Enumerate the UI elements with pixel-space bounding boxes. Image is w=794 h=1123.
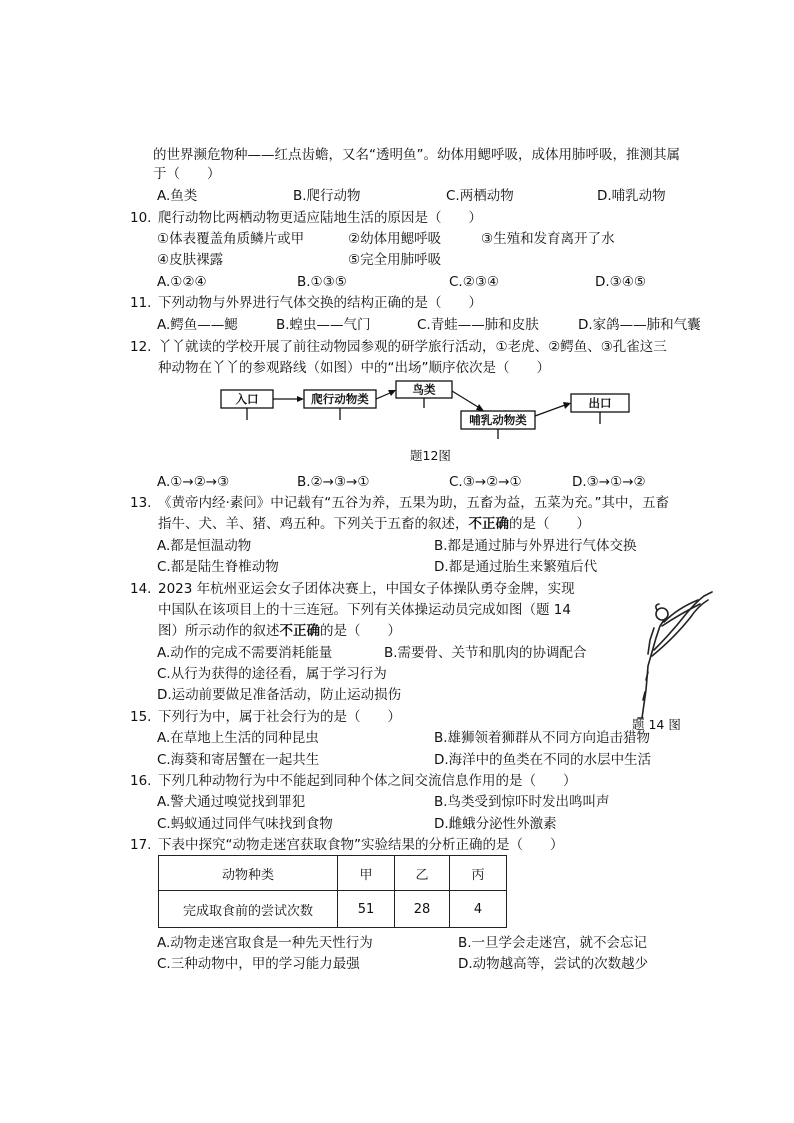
q14-emphasis-not-correct: 不正确: [279, 623, 320, 639]
q13-stem-line1: 《黄帝内经·素问》中记载有“五谷为养，五果为助，五畜为益，五菜为充。”其中，五畜: [158, 495, 670, 511]
q16-number: 16.: [130, 773, 152, 789]
table-cell: 4: [450, 891, 507, 928]
q14-option-d: D.运动前要做足准备活动，防止运动损伤: [157, 687, 402, 703]
q10-item-4: ④皮肤裸露: [157, 252, 224, 268]
q9-option-a: A.鱼类: [157, 188, 198, 204]
q15-option-b: B.雄狮领着狮群从不同方向追击猎物: [434, 730, 651, 746]
q12-option-c: C.③→②→①: [449, 474, 522, 490]
table-header-cell: 乙: [395, 856, 450, 891]
q13-option-d: D.都是通过胎生来繁殖后代: [434, 559, 598, 575]
q9-option-d: D.哺乳动物: [597, 188, 666, 204]
q9-stem-line1: 的世界濒危物种——红点齿蟾，又名“透明鱼”。幼体用鳃呼吸，成体用肺呼吸，推测其属: [153, 147, 680, 163]
q16-option-a: A.警犬通过嗅觉找到罪犯: [157, 794, 306, 810]
q11-option-c: C.青蛙——肺和皮肤: [417, 317, 539, 333]
q16-option-c: C.蚂蚁通过同伴气味找到食物: [157, 816, 333, 832]
q9-option-b: B.爬行动物: [293, 188, 361, 204]
q15-option-c: C.海葵和寄居蟹在一起共生: [157, 752, 320, 768]
table-header-cell: 丙: [450, 856, 507, 891]
q10-option-d: D.③④⑤: [595, 274, 646, 290]
q11-option-d: D.家鸽——肺和气囊: [578, 317, 701, 333]
q10-stem: 爬行动物比两栖动物更适应陆地生活的原因是（ ）: [158, 210, 482, 226]
q12-stem-line2: 种动物在丫丫的参观路线（如图）中的“出场”顺序依次是（ ）: [158, 360, 550, 376]
q9-stem-line2: 于（ ）: [153, 166, 221, 182]
table-cell: 28: [395, 891, 450, 928]
q14-number: 14.: [130, 581, 152, 597]
q17-option-b: B.一旦学会走迷宫，就不会忘记: [458, 935, 648, 951]
q14-stem-text: 图）所示动作的叙述: [158, 623, 280, 639]
q11-option-a: A.鳄鱼——鳃: [157, 317, 238, 333]
table-cell: 51: [338, 891, 395, 928]
q16-option-d: D.雌蛾分泌性外激素: [434, 816, 557, 832]
q10-option-c: C.②③④: [449, 274, 500, 290]
q10-option-b: B.①③⑤: [297, 274, 347, 290]
q15-stem: 下列行为中，属于社会行为的是（ ）: [158, 709, 401, 725]
q10-item-1: ①体表覆盖角质鳞片或甲: [157, 231, 305, 247]
q17-option-c: C.三种动物中，甲的学习能力最强: [157, 956, 360, 972]
q12-option-a: A.①→②→③: [157, 474, 230, 490]
q16-stem: 下列几种动物行为中不能起到同种个体之间交流信息作用的是（ ）: [158, 773, 577, 789]
route-exit-label: 出口: [588, 396, 612, 410]
q14-option-a: A.动作的完成不需要消耗能量: [157, 645, 333, 661]
q12-number: 12.: [130, 339, 152, 355]
q11-option-b: B.蝗虫——气门: [276, 317, 371, 333]
q17-stem: 下表中探究“动物走迷宫获取食物”实验结果的分析正确的是（ ）: [158, 837, 564, 853]
route-reptile-label: 爬行动物类: [311, 392, 369, 406]
q11-number: 11.: [130, 295, 152, 311]
route-mammal-label: 哺乳动物类: [469, 413, 527, 427]
route-entrance-label: 入口: [235, 392, 259, 406]
maze-result-table: [158, 855, 507, 928]
table-cell: 完成取食前的尝试次数: [159, 891, 338, 928]
q13-option-b: B.都是通过肺与外界进行气体交换: [434, 538, 637, 554]
q10-item-2: ②幼体用鳃呼吸: [348, 231, 442, 247]
q17-option-d: D.动物越高等，尝试的次数越少: [458, 956, 649, 972]
table-row: [159, 891, 507, 928]
q14-stem-line2: 中国队在该项目上的十三连冠。下列有关体操运动员完成如图（题 14: [158, 602, 571, 618]
q15-option-d: D.海洋中的鱼类在不同的水层中生活: [434, 752, 652, 768]
q12-option-d: D.③→①→②: [572, 474, 646, 490]
q11-stem: 下列动物与外界进行气体交换的结构正确的是（ ）: [158, 295, 482, 311]
table-header-cell: 动物种类: [159, 856, 338, 891]
q10-number: 10.: [130, 210, 152, 226]
table-header-row: [159, 856, 507, 891]
q14-option-b: B.需要骨、关节和肌肉的协调配合: [384, 645, 587, 661]
q10-item-3: ③生殖和发育离开了水: [481, 231, 615, 247]
q15-number: 15.: [130, 709, 152, 725]
q13-stem-text: 指牛、犬、羊、猪、鸡五种。下列关于五畜的叙述，: [158, 516, 469, 532]
q14-stem-tail: 的是（ ）: [320, 623, 401, 639]
q17-number: 17.: [130, 837, 152, 853]
q16-option-b: B.鸟类受到惊吓时发出鸣叫声: [434, 794, 610, 810]
q10-item-5: ⑤完全用肺呼吸: [348, 252, 442, 268]
q9-option-c: C.两栖动物: [446, 188, 514, 204]
q12-figure-caption: 题12图: [410, 448, 451, 463]
q12-stem-line1: 丫丫就读的学校开展了前往动物园参观的研学旅行活动，①老虎、②鳄鱼、③孔雀这三: [158, 339, 667, 355]
q13-option-a: A.都是恒温动物: [157, 538, 252, 554]
q13-stem-line2: [158, 515, 590, 533]
route-bird-label: 鸟类: [412, 382, 436, 397]
q14-stem-line3: [158, 622, 401, 640]
q13-option-c: C.都是陆生脊椎动物: [157, 559, 279, 575]
q14-stem-line1: 2023 年杭州亚运会女子团体决赛上，中国女子体操队勇夺金牌，实现: [158, 581, 575, 597]
q17-option-a: A.动物走迷宫取食是一种先天性行为: [157, 935, 373, 951]
q14-figure-caption: 题 14 图: [632, 717, 681, 732]
q12-option-b: B.②→③→①: [297, 474, 370, 490]
table-header-cell: 甲: [338, 856, 395, 891]
q12-route-diagram: [215, 378, 645, 440]
q14-option-c: C.从行为获得的途径看，属于学习行为: [157, 666, 387, 682]
q13-emphasis-not-correct: 不正确: [468, 516, 509, 532]
gymnast-illustration: [612, 580, 720, 720]
q13-number: 13.: [130, 495, 152, 511]
q10-option-a: A.①②④: [157, 274, 207, 290]
q13-stem-tail: 的是（ ）: [509, 516, 590, 532]
q15-option-a: A.在草地上生活的同种昆虫: [157, 730, 319, 746]
